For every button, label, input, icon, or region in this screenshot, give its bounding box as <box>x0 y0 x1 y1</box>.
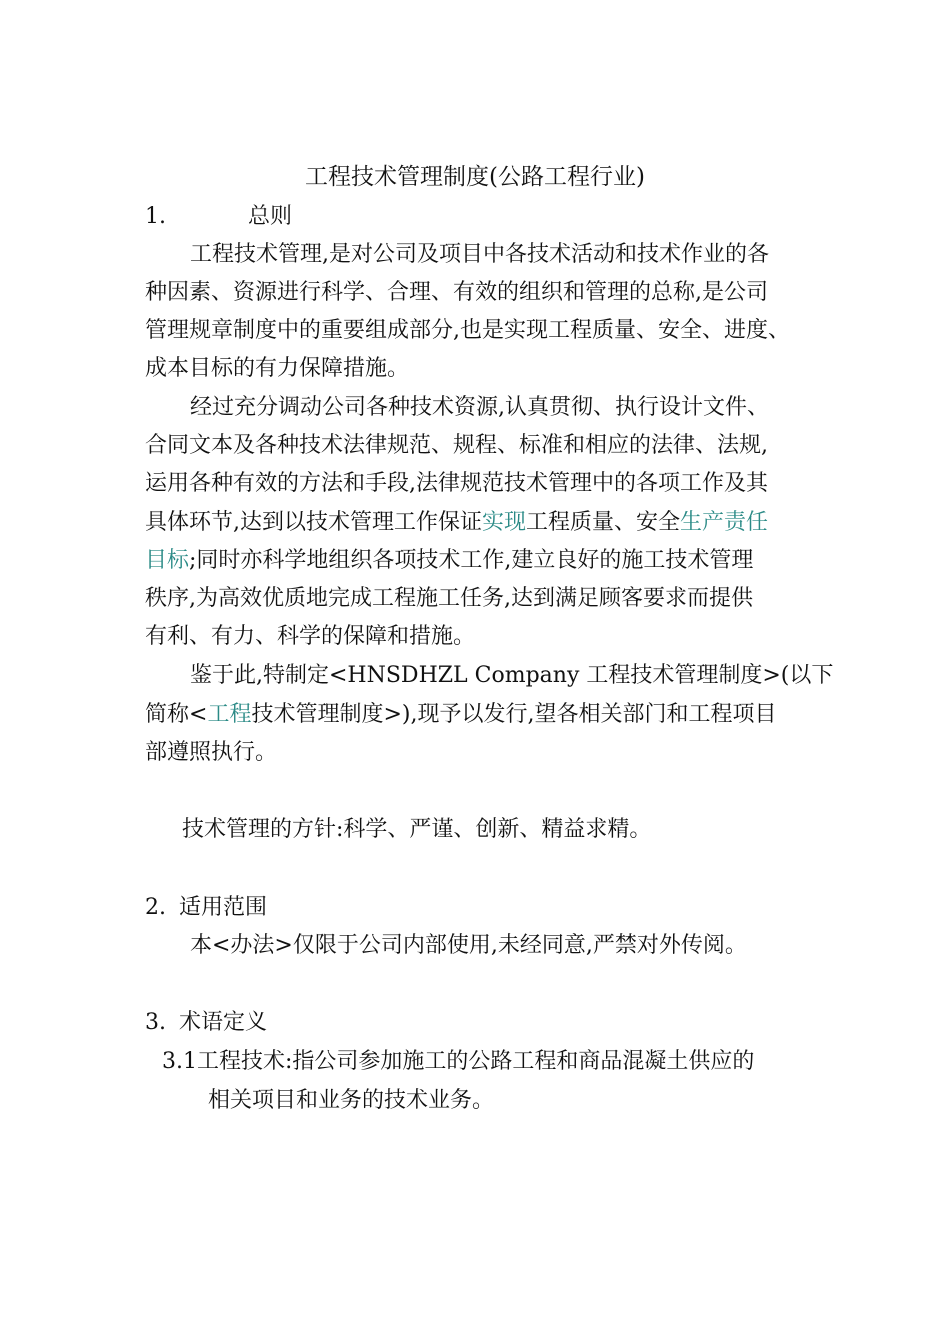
definition-item-line: 相关项目和业务的技术业务。 <box>208 1088 495 1113</box>
section-number: 1. <box>145 204 166 229</box>
item-number: 3.1 <box>162 1049 197 1074</box>
hyperlink-mubiao[interactable]: 目标 <box>145 548 190 573</box>
section-heading-2 <box>145 892 267 924</box>
paragraph-line: 工程技术管理,是对公司及项目中各技术活动和技术作业的各 <box>190 242 769 267</box>
definition-item-line <box>162 1046 754 1078</box>
text-run: ;同时亦科学地组织各项技术工作,建立良好的施工技术管理 <box>189 548 754 573</box>
hyperlink-gongcheng[interactable]: 工程 <box>207 702 252 727</box>
paragraph-line: 种因素、资源进行科学、合理、有效的组织和管理的总称,是公司 <box>145 280 768 305</box>
paragraph-line: 秩序,为高效优质地完成工程施工任务,达到满足顾客要求而提供 <box>145 586 753 611</box>
section-title: 术语定义 <box>179 1010 268 1035</box>
section-number: 2. <box>145 895 166 920</box>
paragraph-line: 合同文本及各种技术法律规范、规程、标准和相应的法律、法规, <box>145 433 768 458</box>
text-run: 工程技术:指公司参加施工的公路工程和商品混凝土供应的 <box>197 1049 755 1074</box>
text-run: 工程质量、安全 <box>526 510 681 535</box>
paragraph-line: 成本目标的有力保障措施。 <box>145 356 410 381</box>
text-run: 简称< <box>145 702 208 727</box>
paragraph-line: 本<办法>仅限于公司内部使用,未经同意,严禁对外传阅。 <box>190 933 747 958</box>
policy-statement: 技术管理的方针:科学、严谨、创新、精益求精。 <box>182 817 652 842</box>
paragraph-line: 鉴于此,特制定<HNSDHZL Company 工程技术管理制度>(以下 <box>190 663 834 688</box>
section-heading-1 <box>145 201 292 233</box>
paragraph-line: 运用各种有效的方法和手段,法律规范技术管理中的各项工作及其 <box>145 471 768 496</box>
section-number: 3. <box>145 1010 166 1035</box>
section-title: 总则 <box>248 204 293 229</box>
document-title: 工程技术管理制度(公路工程行业) <box>305 164 645 190</box>
text-run: 技术管理制度>),现予以发行,望各相关部门和工程项目 <box>251 702 777 727</box>
paragraph-line: 有利、有力、科学的保障和措施。 <box>145 624 476 649</box>
paragraph-line: 部遵照执行。 <box>145 740 278 765</box>
paragraph-line <box>145 699 776 731</box>
section-heading-3 <box>145 1007 267 1039</box>
text-run: 具体环节,达到以技术管理工作保证 <box>145 510 482 535</box>
paragraph-line <box>145 507 768 539</box>
paragraph-line <box>145 545 753 577</box>
paragraph-line: 经过充分调动公司各种技术资源,认真贯彻、执行设计文件、 <box>190 395 769 420</box>
section-title: 适用范围 <box>179 895 268 920</box>
hyperlink-shixian[interactable]: 实现 <box>482 510 527 535</box>
paragraph-line: 管理规章制度中的重要组成部分,也是实现工程质量、安全、进度、 <box>145 318 790 343</box>
hyperlink-shengchan-zeren[interactable]: 生产责任 <box>680 510 769 535</box>
